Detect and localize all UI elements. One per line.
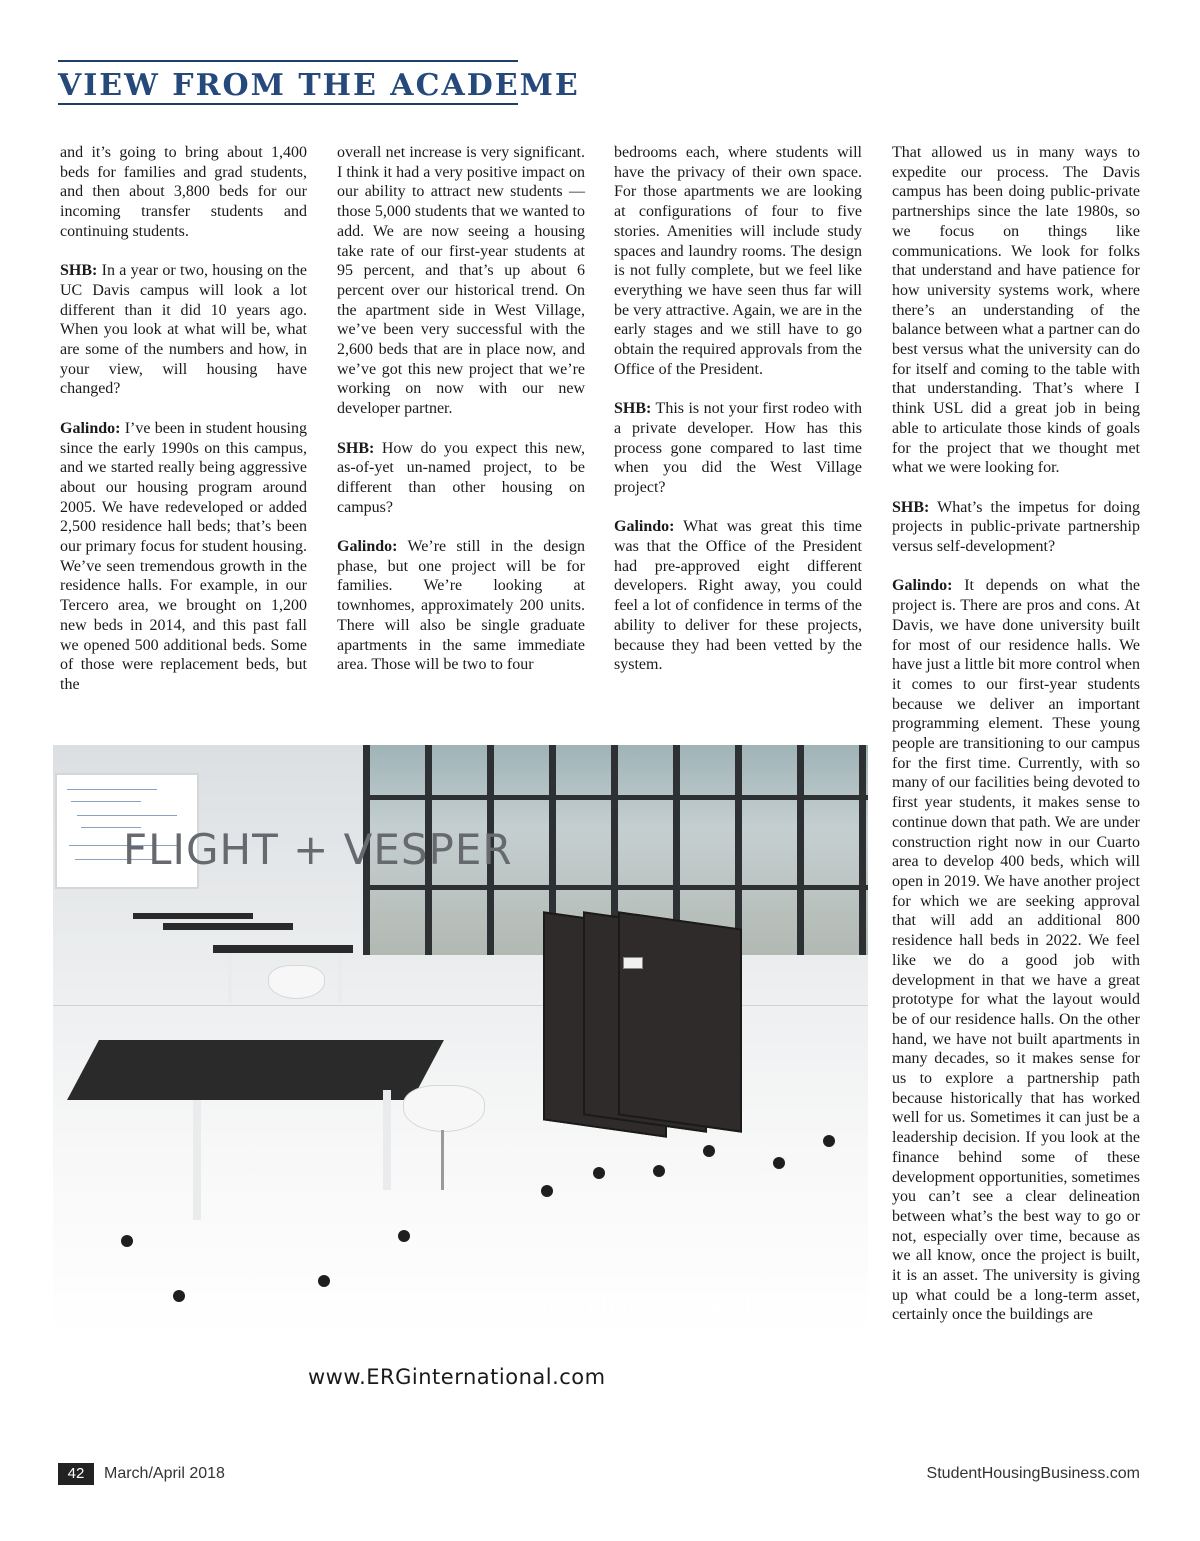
floor-line [53,1005,868,1006]
issue-date: March/April 2018 [104,1465,225,1482]
article-paragraph [892,498,1140,557]
article-column-2 [337,143,585,675]
paragraph-text: We’re still in the design phase, but one project will be for families. We’re looking at townhomes, approximately 200 units. There will also be single graduate apartments in the same immediate area. Those will be two to four [337,538,585,674]
background-table [213,945,353,953]
ad-headline: FLIGHT + VESPER [123,825,513,874]
article-paragraph: and it’s going to bring about 1,400 beds for families and grad students, and then about 3,800 beds for our incoming transfer students and continuing students. [60,144,307,240]
section-title: VIEW FROM THE ACADEME [58,68,580,103]
article-column-4 [892,143,1140,1325]
background-table [163,923,293,930]
chair [403,1085,485,1132]
article-column-3 [614,143,862,675]
title-rule-top [58,60,518,62]
article-paragraph [614,399,862,498]
ad-url-link[interactable]: www.ERGinternational.com [308,1365,606,1389]
power-outlet [623,957,643,969]
paragraph-text: What’s the impetus for doing projects in public-private partnership versus self-development? [892,498,1140,556]
article-paragraph: bedrooms each, where students will have the privacy of their own space. For those apartments we are looking at configurations of four to five stories. Amenities will include study spaces and laundry rooms. The design is not fully complete, but we feel like everything we have seen thus far will be very attractive. Again, we are in the early stages and we still have to go obtain the required approvals from the Office of the President. [614,144,862,378]
article-paragraph [614,517,862,675]
paragraph-text: I’ve been in student housing since the early 1990s on this campus, and we started really being aggressive about our housing program around 2005. We have redeveloped or added 2,500 residence hall beds; that’s been our primary focus for student housing. We’ve seen tremendous growth in the residence halls. For example, in our Tercero area, we brought on 1,200 new beds in 2014, and this past fall we opened 500 additional beds. Some of those were replacement beds, but the [60,419,307,693]
folding-table-board [618,911,742,1132]
speaker-label: Galindo: [892,577,953,595]
paragraph-text: In a year or two, housing on the UC Davis campus will look a lot different than it did 10 years ago. When you look at what will be, what are some of the numbers and how, in your view, will housing have changed? [60,262,307,398]
speaker-label: Galindo: [614,518,675,536]
article-paragraph [337,537,585,675]
background-table [133,913,253,919]
article-column-1 [60,143,307,695]
speaker-label: SHB: [60,262,98,280]
article-paragraph [60,261,307,399]
title-rule-bottom [58,103,518,105]
paragraph-text: It depends on what the project is. There are pros and cons. At Davis, we have done university built for most of our residence halls. We have just a little bit more control when it comes to our first-year students because we deliver an important programming element. These young people are transitioning to our campus for the first time. Currently, with so many of our facilities being devoted to first year students, it makes sense to continue down that path. We are under construction right now in our Cuarto area to develop 400 beds, which will open in 2019. We have another project for which we are seeking approval that will add an additional 800 residence hall beds in 2022. We feel like we do a good job with development in that we have a great prototype for what the layout would be of our residence halls. On the other hand, we have not built apartments in many decades, so it makes sense for us to explore a partnership path because historically that has worked well for us. Sometimes it can just be a leadership decision. If you look at the finance behind some of these development opportunities, sometimes you can’t see a clear delineation between what’s the best way to go or not, especially over time, because as we all know, once the project is built, it is an asset. The university is giving up what could be a long-term asset, certainly once the buildings are [892,577,1140,1324]
speaker-label: Galindo: [337,538,398,556]
chair [268,965,325,999]
article-paragraph: That allowed us in many ways to expedite our process. The Davis campus has been doing public-private partnerships since the late 1980s, so we focus on things like communications. We look for folks that understand and have patience for how university systems work, where there’s an understanding of the balance between what a partner can do best versus what the university can do for itself and coming to the table with that understanding. That’s where I think USL did a great job in being able to articulate those kinds of goals for the project that we thought met what we were looking for. [892,144,1140,477]
paragraph-text: How do you expect this new, as-of-yet un-named project, to be different than other housing on campus? [337,439,585,516]
article-paragraph [892,576,1140,1325]
page-number: 42 [58,1463,94,1485]
article-paragraph [60,419,307,695]
speaker-label: SHB: [614,400,652,418]
article-paragraph: overall net increase is very significant. I think it had a very positive impact on our ability to attract new students — those 5,000 students that we wanted to add. We are now seeing a housing take rate of our first-year students at 95 percent, and that’s up about 6 percent over our historical trend. On the apartment side in West Village, we’ve been very successful with the 2,600 beds that are in place now, and we’ve got this new project that we’re working on now with our new developer partner. [337,144,585,418]
paragraph-text: What was great this time was that the Office of the President had pre-approved eight different developers. Right away, you could feel a lot of confidence in terms of the ability to deliver for these projects, because they had been vetted by the system. [614,518,862,674]
ad-subline: SEATING + TABLES [531,1293,795,1323]
speaker-label: SHB: [337,439,375,457]
advertisement-image [53,745,868,1335]
speaker-label: Galindo: [60,419,121,437]
paragraph-text: This is not your first rodeo with a private developer. How has this process gone compared to last time when you did the West Village project? [614,400,862,496]
article-paragraph [337,439,585,518]
speaker-label: SHB: [892,498,930,516]
publication-website[interactable]: StudentHousingBusiness.com [926,1465,1140,1482]
